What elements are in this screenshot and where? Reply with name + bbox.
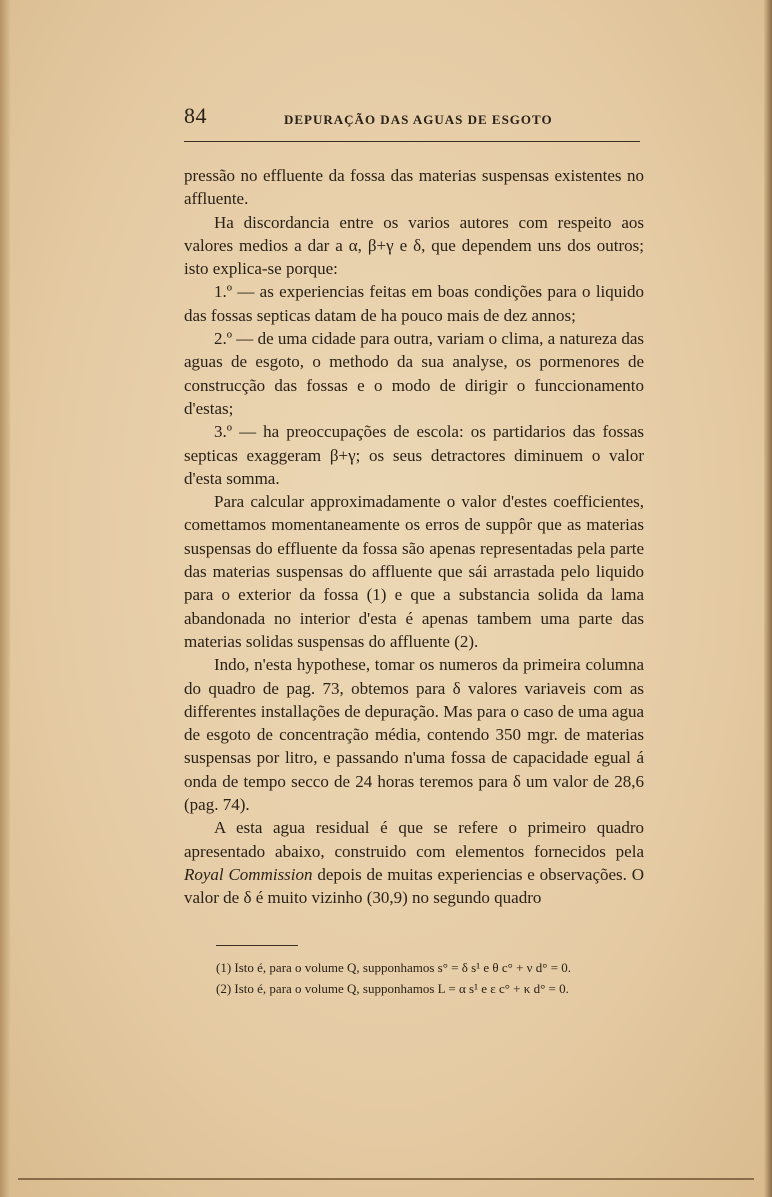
paragraph-last [184, 816, 644, 909]
italic-reference: Royal Commission [184, 864, 313, 884]
paragraph-text: A esta agua residual é que se refere o primeiro quadro apresentado abaixo, construido com elementos fornecidos pela [184, 818, 644, 861]
header-rule [184, 141, 640, 142]
page-header [184, 103, 640, 143]
paragraph: Indo, n'esta hypothese, tomar os numeros da primeira columna do quadro de pag. 73, obtemos para δ valores variaveis com as differentes installações de depuração. Mas para o caso de uma agua de esgoto de concentração média, contendo 350 mgr. de materias suspensas por litro, e passando n'uma fossa de capacidade egual á onda de tempo secco de 24 horas teremos para δ um valor de 28,6 (pag. 74). [184, 655, 644, 815]
paragraph: Para calcular approximadamente o valor d'estes coefficientes, comettamos momentaneamente os erros de suppôr que as materias suspensas do effluente da fossa são apenas representadas pela parte das materias suspensas do affluente que sái arrastada pelo liquido para o exterior da fossa (1) e que a substancia solida da lama abandonada no interior d'esta é apenas tambem uma parte das materias solidas suspensas do affluente (2). [184, 492, 644, 651]
running-title: DEPURAÇÃO DAS AGUAS DE ESGOTO [284, 112, 553, 127]
page-left-edge [0, 0, 10, 1197]
paragraph: Ha discordancia entre os varios autores com respeito aos valores medios a dar a α, β+γ e δ, que dependem uns dos outros; isto explica-se porque: [184, 212, 644, 279]
page-right-edge [764, 0, 772, 1197]
paragraph-continued: pressão no effluente da fossa das materias suspensas existentes no affluente. [184, 166, 644, 209]
body-text [184, 164, 644, 910]
footnotes [216, 957, 644, 999]
footnote-rule [216, 945, 298, 946]
page-bottom-edge [18, 1178, 754, 1180]
list-item-2: 2.º — de uma cidade para outra, variam o clima, a natureza das aguas de esgoto, o methodo da sua analyse, os pormenores de construcção das fossas e o modo de dirigir o funccionamento d'estas; [184, 329, 644, 418]
paragraph-text: depois de muitas experiencias e observações. O valor de δ é muito vizinho (30,9) no segundo quadro [184, 864, 644, 908]
page-number: 84 [184, 103, 207, 128]
footnote-1: (1) Isto é, para o volume Q, supponhamos s° = δ s¹ e θ c° + ν d° = 0. [216, 960, 572, 975]
list-item-1: 1.º — as experiencias feitas em boas condições para o liquido das fossas septicas datam de ha pouco mais de dez annos; [184, 282, 644, 325]
footnote-2: (2) Isto é, para o volume Q, supponhamos L = α s¹ e ε c° + κ d° = 0. [216, 981, 569, 996]
list-item-3: 3.º — ha preoccupações de escola: os partidarios das fossas septicas exaggeram β+γ; os seus detractores diminuem o valor d'esta somma. [184, 422, 644, 488]
